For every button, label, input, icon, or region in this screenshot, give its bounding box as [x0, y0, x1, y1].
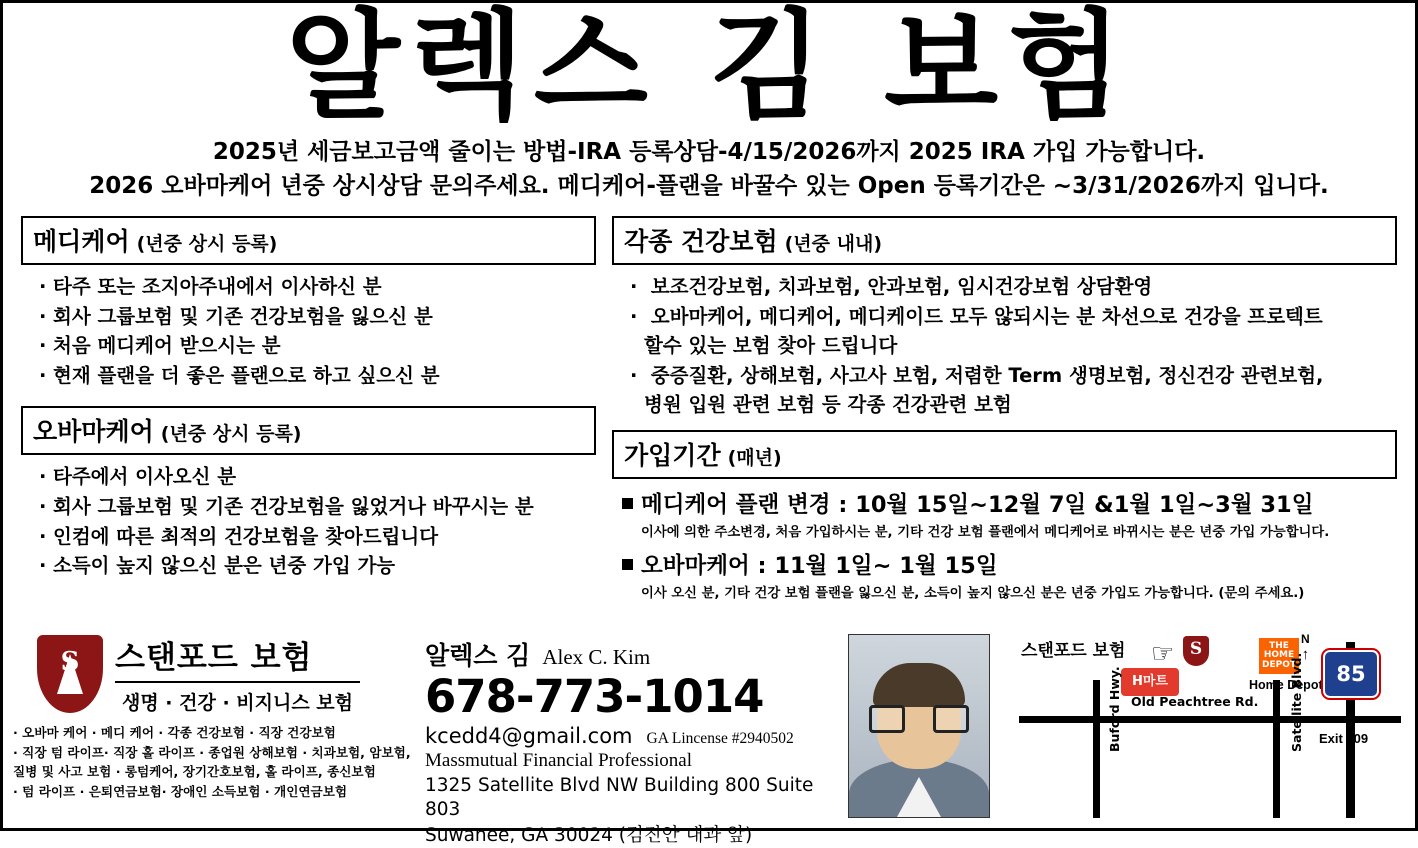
enroll-item-note: 이사 오신 분, 기타 건강 보험 플랜을 잃으신 분, 소득이 높지 않으신 분은 년중 가입도 가능합니다. (문의 주세요.) [641, 586, 1305, 602]
list-item [630, 272, 1397, 302]
obamacare-heading: 오바마케어 [33, 417, 154, 447]
footer [3, 628, 1415, 847]
list-item: · 회사 그룹보험 및 기존 건강보험을 잃으신 분 [39, 302, 596, 332]
product-line: · 텀 라이프 · 은퇴연금보험· 장애인 소득보험 · 개인연금보험 [13, 783, 348, 799]
road-old-peachtree [1019, 716, 1401, 723]
email-row [425, 724, 845, 748]
product-line: · 직장 텀 라이프· 직장 홀 라이프 · 종업원 상해보험 · 치과보험, 암보험, [13, 744, 411, 760]
list-item-line1: 오바마케어, 메디케어, 메디케이드 모두 않되시는 분 차선으로 건강을 프로텍트 [650, 304, 1323, 328]
section-header-medicare [21, 216, 596, 265]
list-item-line2: 병원 입원 관련 보험 등 각종 건강관련 보험 [644, 393, 1012, 417]
hmart-marker: H마트 [1121, 668, 1179, 696]
compass-arrow-icon: ↑ [1301, 646, 1310, 663]
exit-label: Exit 109 [1319, 731, 1369, 746]
list-item [630, 361, 1397, 420]
footer-logo-block [13, 628, 425, 824]
phone-number[interactable]: 678-773-1014 [425, 670, 764, 723]
agent-name-korean: 알렉스 김 [425, 641, 531, 670]
list-item: · 현재 플랜을 더 좋은 플랜으로 하고 싶으신 분 [39, 361, 596, 391]
shield-letter: S [60, 646, 80, 677]
left-column [21, 216, 596, 609]
compass-north-label: N [1301, 632, 1310, 646]
footer-map-block [993, 628, 1405, 824]
obamacare-bullet-list [21, 462, 596, 581]
portrait-glasses-right [933, 705, 969, 733]
enroll-item-title: 메디케어 플랜 변경 : 10월 15일~12월 7일 &1월 1일~3월 31일 [641, 492, 1314, 519]
medicare-heading-note: (년중 상시 등록) [136, 232, 278, 255]
road-satellite-blvd [1273, 680, 1280, 818]
enroll-item-title-row [622, 487, 1397, 519]
license-number: GA Lincense #2940502 [646, 730, 794, 747]
square-bullet-icon [622, 559, 633, 570]
footer-photo-block [845, 628, 993, 824]
stanford-shield-icon [37, 635, 103, 713]
street-label-satellite: Satellite Blvd. [1289, 652, 1304, 752]
street-label-peachtree: Old Peachtree Rd. [1131, 694, 1259, 709]
list-item: · 처음 메디케어 받으시는 분 [39, 331, 596, 361]
company-name: Massmutual Financial Professional [425, 750, 693, 771]
product-line: 질병 및 사고 보험 · 롱텀케어, 장기간호보험, 홀 라이프, 종신보험 [13, 764, 376, 780]
list-item [630, 302, 1397, 361]
list-item: · 타주 또는 조지아주내에서 이사하신 분 [39, 272, 596, 302]
list-item-line2: 할수 있는 보험 찾아 드립니다 [644, 334, 898, 358]
brand-tagline: 생명 · 건강 · 비지니스 보험 [115, 681, 360, 715]
home-depot-label: Home Depot [1249, 678, 1323, 692]
enroll-item-title-row [622, 548, 1397, 580]
list-item-line1: 중증질환, 상해보험, 사고사 보험, 저렴한 Term 생명보험, 정신건강 관련보험, [650, 363, 1324, 387]
interstate-85-shield-icon: 85 [1323, 650, 1379, 698]
headline-line-2: 2026 오바마케어 년중 상시상담 문의주세요. 메디케어-플랜을 바꿀수 있는 Open 등록기간은 ~3/31/2026까지 입니다. [89, 173, 1329, 200]
brand-name: 스탠포드 보험 [115, 640, 313, 676]
right-column [612, 216, 1397, 609]
map-brand-label: 스탠포드 보험 [1021, 641, 1126, 661]
agent-portrait [848, 634, 990, 818]
medicare-bullet-list [21, 272, 596, 391]
agent-name-row [425, 636, 845, 672]
product-list [13, 723, 425, 801]
portrait-hair [873, 663, 965, 707]
content-columns [3, 216, 1415, 609]
enroll-heading-note: (매년) [727, 447, 782, 470]
address-line-2: Suwanee, GA 30024 (김진안 내과 앞) [425, 825, 753, 847]
list-item [622, 487, 1397, 540]
location-map [1001, 632, 1401, 818]
pointing-hand-icon: ☞ [1151, 638, 1175, 668]
health-bullet-list [612, 272, 1397, 420]
enroll-item-title: 오바마케어 : 11월 1일~ 1월 15일 [641, 553, 998, 580]
portrait-glasses-left [869, 705, 905, 733]
stanford-marker-icon: S [1183, 636, 1209, 666]
list-item: · 소득이 높지 않으신 분은 년중 가입 가능 [39, 551, 596, 581]
section-header-obamacare [21, 406, 596, 455]
footer-contact-block [425, 628, 845, 847]
home-depot-badge-icon: THE HOME DEPOT [1259, 638, 1299, 674]
enroll-heading: 가입기간 [624, 441, 721, 471]
list-item: · 타주에서 이사오신 분 [39, 462, 596, 492]
agent-name-english: Alex C. Kim [542, 645, 651, 669]
enroll-item-note: 이사에 의한 주소변경, 처음 가입하시는 분, 기타 건강 보험 플랜에서 메디케어로 바뀌시는 분은 년중 가입 가능합니다. [641, 525, 1330, 541]
email-address[interactable]: kcedd4@gmail.com [425, 724, 633, 748]
address-line-1: 1325 Satellite Blvd NW Building 800 Suite 803 [425, 775, 814, 821]
list-item [622, 548, 1397, 601]
road-buford-hwy [1093, 680, 1100, 818]
enroll-period-list [612, 487, 1397, 601]
brand-row [13, 628, 425, 715]
street-label-buford: Buford Hwy. [1107, 666, 1122, 752]
list-item: · 회사 그룹보험 및 기존 건강보험을 잃었거나 바꾸시는 분 [39, 492, 596, 522]
headline-line-1: 2025년 세금보고금액 줄이는 방법-IRA 등록상담-4/15/2026까지 2025 IRA 가입 가능합니다. [212, 138, 1206, 165]
health-heading: 각종 건강보험 [624, 226, 778, 256]
page-title: 알렉스 김 보험 [285, 0, 1133, 135]
list-item-line1: 보조건강보험, 치과보험, 안과보험, 임시건강보험 상담환영 [650, 274, 1153, 298]
health-heading-note: (년중 내내) [784, 232, 883, 255]
section-header-health [612, 216, 1397, 265]
obamacare-heading-note: (년중 상시 등록) [160, 423, 302, 446]
list-item: · 인컴에 따른 최적의 건강보험을 찾아드립니다 [39, 522, 596, 552]
section-header-enroll [612, 430, 1397, 479]
square-bullet-icon [622, 498, 633, 509]
product-line: · 오바마 케어 · 메디 케어 · 각종 건강보험 · 직장 건강보험 [13, 725, 336, 740]
medicare-heading: 메디케어 [33, 226, 130, 256]
